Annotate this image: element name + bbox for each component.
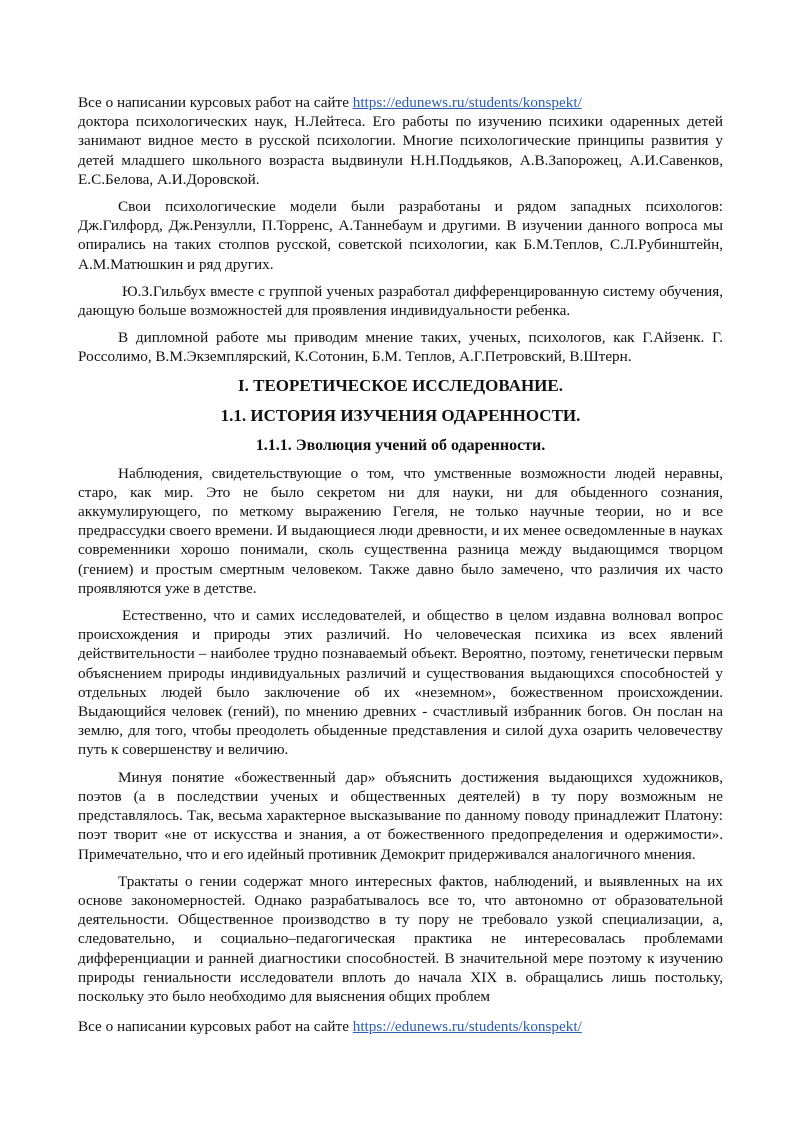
page-header [78, 93, 723, 112]
body-paragraph-1: Наблюдения, свидетельствующие о том, что умственные возможности людей неравны, старо, как мир. Это не было секретом ни для науки, ни для обыденного сознания, аккумулирующего, по меткому выражению Гегеля, не только научные теории, но и все предрассудки своего времени. И выдающиеся люди древности, и их менее осведомленные в науках современники хорошо понимали, сколь существенна разница между выдающимся творцом (гением) и простым смертным человеком. Также давно было замечено, что различия их часто проявляются уже в детстве. [78, 464, 723, 597]
heading-section: 1.1. ИСТОРИЯ ИЗУЧЕНИЯ ОДАРЕННОСТИ. [220, 405, 581, 425]
paragraph-2: Свои психологические модели были разработаны и рядом западных психологов: Дж.Гилфорд, Дж.Рензулли, П.Торренс, А.Таннебаум и другими. В изучении данного вопроса мы опирались на таких столпов русской, советской психологии, как Б.М.Теплов, С.Л.Рубинштейн, А.М.Матюшкин и ряд других. [78, 198, 723, 273]
paragraph-1: доктора психологических наук, Н.Лейтеса. Его работы по изучению психики одаренных детей занимают видное место в русской психологии. Многие психологические принципы развития у детей младшего школьного возраста выдвинули Н.Н.Поддьяков, А.В.Запорожец, А.И.Савенков, Е.С.Белова, А.И.Доровской. [78, 113, 723, 188]
paragraph-4: В дипломной работе мы приводим мнение таких, ученых, психологов, как Г.Айзенк. Г. Россолимо, В.М.Экземплярский, К.Сотонин, Б.М. Теплов, А.Г.Петровский, В.Штерн. [78, 329, 723, 366]
body-paragraph-4: Трактаты о гении содержат много интересных фактов, наблюдений, и выявленных на их основе закономерностей. Однако разрабатывалось все то, что автономно от образовательной деятельности. Общественное производство в ту пору не требовало узкой специализации, а, следовательно, и социально–педагогическая практика не интересовалась проблемами дифференциации и ранней диагностики способностей. В значительной мере поэтому к изучению природы гениальности исследователи вплоть до начала XIX в. обращались лишь постольку, поскольку это было необходимо для выяснения общих проблем [78, 872, 723, 1005]
document-page [78, 93, 723, 1014]
heading-chapter: I. ТЕОРЕТИЧЕСКОЕ ИССЛЕДОВАНИЕ. [238, 375, 563, 395]
body-paragraph-3: Минуя понятие «божественный дар» объяснить достижения выдающихся художников, поэтов (а в последствии ученых и общественных деятелей) в ту пору возможным не представлялось. Так, весьма характерное высказывание по данному поводу принадлежит Платону: поэт творит «не от искусства и знания, а от божественного предопределения и одержимости». Примечательно, что и его идейный противник Демокрит придерживался аналогичного мнения. [78, 768, 723, 863]
header-link[interactable]: https://edunews.ru/students/konspekt/ [352, 94, 582, 111]
body-paragraph-2: Естественно, что и самих исследователей, и общество в целом издавна волновал вопрос происхождения и природы этих различий. Но человеческая психика из всех явлений действительности – наиболее трудно познаваемый объект. Вероятно, поэтому, генетически первым объяснением природы индивидуальных различий и существования выдающихся способностей у отдельных людей было заключение об их «неземном», божественном происхождении. Выдающийся человек (гений), по мнению древних - счастливый избранник богов. Он послан на землю, для того, чтобы преодолеть обыденные представления и силой духа озарить человечеству путь к совершенству и величию. [78, 607, 723, 759]
heading-subsection: 1.1.1. Эволюция учений об одаренности. [255, 436, 546, 454]
page-footer [78, 1017, 582, 1036]
footer-text: Все о написании курсовых работ на сайте [78, 1018, 353, 1035]
header-text: Все о написании курсовых работ на сайте [78, 94, 353, 111]
footer-link[interactable]: https://edunews.ru/students/konspekt/ [352, 1018, 582, 1035]
paragraph-3: Ю.З.Гильбух вместе с группой ученых разработал дифференцированную систему обучения, дающую больше возможностей для проявления индивидуальности ребенка. [78, 282, 723, 320]
